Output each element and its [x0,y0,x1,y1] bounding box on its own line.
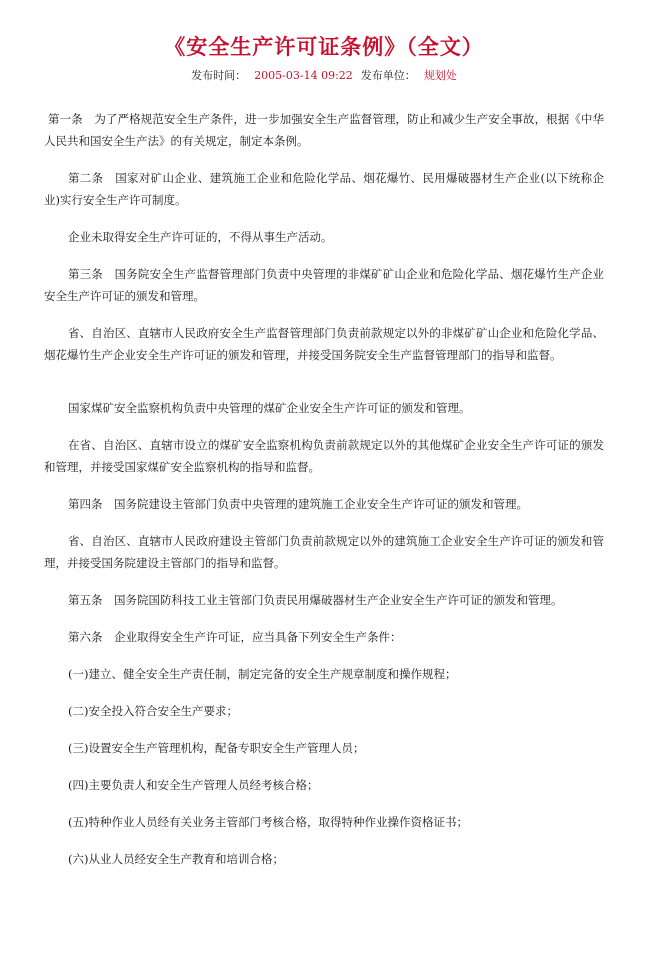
publish-meta [0,68,648,84]
paragraph-9: 省、自治区、直辖市人民政府建设主管部门负责前款规定以外的建筑施工企业安全生产许可证的颁发和管理，并接受国务院建设主管部门的指导和监督。 [44,534,604,570]
published-value: 2005-03-14 09:22 [254,69,353,82]
unit-label: 发布单位： [360,69,416,82]
paragraph-6: 国家煤矿安全监察机构负责中央管理的煤矿企业安全生产许可证的颁发和管理。 [68,401,471,415]
paragraph-14: (三)设置安全生产管理机构，配备专职安全生产管理人员； [68,741,365,755]
published-label: 发布时间： [191,69,247,82]
paragraph-2: 第二条 国家对矿山企业、建筑施工企业和危险化学品、烟花爆竹、民用爆破器材生产企业(以下统称企业)实行安全生产许可制度。 [44,171,604,207]
paragraph-1: 第一条 为了严格规范安全生产条件，进一步加强安全生产监督管理，防止和减少生产安全事故，根据《中华人民共和国安全生产法》的有关规定，制定本条例。 [44,112,604,148]
paragraph-3: 企业未取得安全生产许可证的，不得从事生产活动。 [68,230,333,244]
unit-value: 规划处 [423,69,457,82]
paragraph-16: (五)特种作业人员经有关业务主管部门考核合格，取得特种作业操作资格证书； [68,815,468,829]
paragraph-15: (四)主要负责人和安全生产管理人员经考核合格； [68,778,319,792]
paragraph-11: 第六条 企业取得安全生产许可证，应当具备下列安全生产条件： [68,630,402,644]
paragraph-13: (二)安全投入符合安全生产要求； [68,704,238,718]
paragraph-5: 省、自治区、直辖市人民政府安全生产监督管理部门负责前款规定以外的非煤矿矿山企业和危险化学品、烟花爆竹生产企业安全生产许可证的颁发和管理，并接受国务院安全生产监督管理部门的指导和监督。 [44,326,604,362]
page-title: 《安全生产许可证条例》（全文） [164,34,484,59]
article-body [44,108,604,870]
paragraph-17: (六)从业人员经安全生产教育和培训合格； [68,852,284,866]
paragraph-12: (一)建立、健全安全生产责任制，制定完备的安全生产规章制度和操作规程； [68,667,457,681]
paragraph-8: 第四条 国务院建设主管部门负责中央管理的建筑施工企业安全生产许可证的颁发和管理。 [68,497,528,511]
paragraph-10: 第五条 国务院国防科技工业主管部门负责民用爆破器材生产企业安全生产许可证的颁发和管理。 [68,593,563,607]
paragraph-7: 在省、自治区、直辖市设立的煤矿安全监察机构负责前款规定以外的其他煤矿企业安全生产许可证的颁发和管理，并接受国家煤矿安全监察机构的指导和监督。 [44,438,604,474]
paragraph-4: 第三条 国务院安全生产监督管理部门负责中央管理的非煤矿矿山企业和危险化学品、烟花爆竹生产企业安全生产许可证的颁发和管理。 [44,267,604,303]
